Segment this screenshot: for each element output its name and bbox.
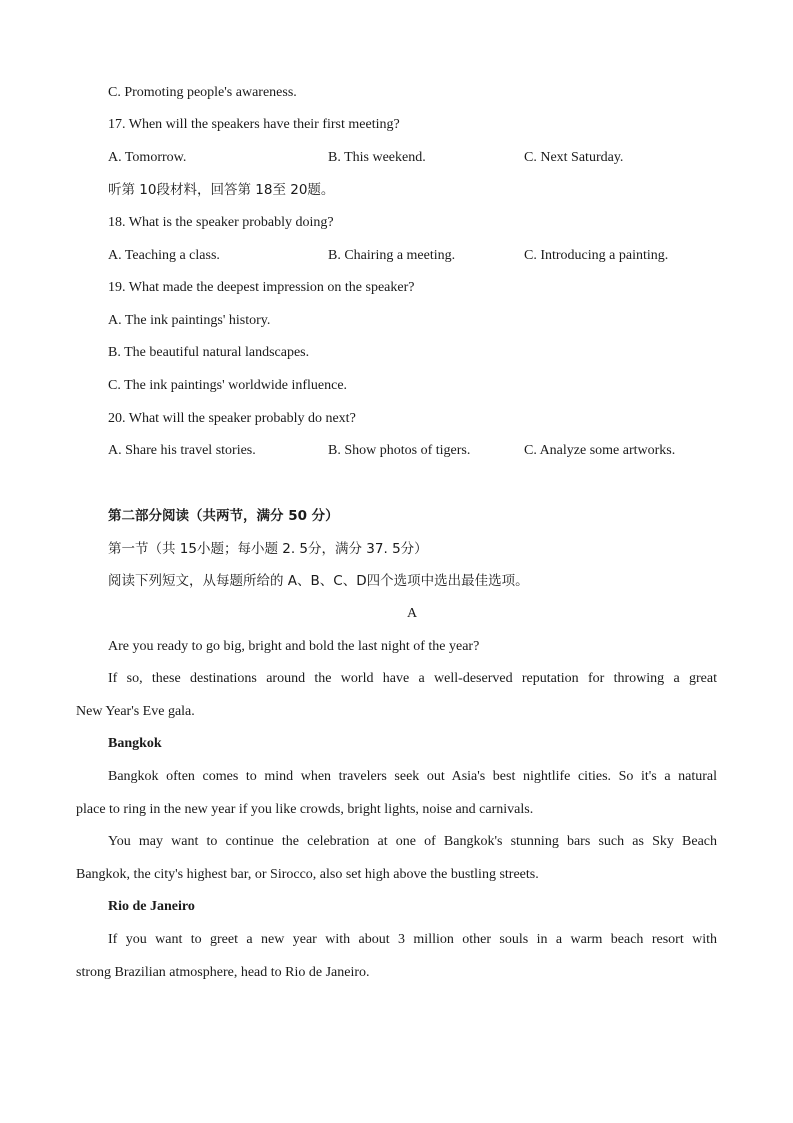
q20-option-a: A. Share his travel stories. <box>108 443 256 458</box>
heading-bangkok: Bangkok <box>108 736 162 751</box>
q17-option-b: B. This weekend. <box>328 150 426 165</box>
part-two-title: 第二部分阅读（共两节，满分 50 分） <box>108 508 339 524</box>
q17-option-a: A. Tomorrow. <box>108 150 187 165</box>
heading-rio-de-janeiro: Rio de Janeiro <box>108 899 195 914</box>
q19-option-b: B. The beautiful natural landscapes. <box>108 345 310 360</box>
q17-stem: 17. When will the speakers have their first meeting? <box>108 117 400 132</box>
material-10-instruction: 听第 10段材料，回答第 18至 20题。 <box>108 182 335 198</box>
passage-label: A <box>407 606 418 621</box>
q19-option-c: C. The ink paintings' worldwide influence. <box>108 378 348 393</box>
paragraph-2-line-2: New Year's Eve gala. <box>76 704 195 719</box>
paragraph-3-line-1: Bangkok often comes to mind when travelers seek out Asia's best nightlife cities. So it's a natural <box>108 769 717 784</box>
q18-option-a: A. Teaching a class. <box>108 248 220 263</box>
reading-instruction: 阅读下列短文，从每题所给的 A、B、C、D四个选项中选出最佳选项。 <box>108 573 529 589</box>
q16-option-c: C. Promoting people's awareness. <box>108 85 297 100</box>
q17-option-c: C. Next Saturday. <box>524 150 624 165</box>
paragraph-4-line-2: Bangkok, the city's highest bar, or Sirocco, also set high above the bustling streets. <box>76 867 539 882</box>
paragraph-2-line-1: If so, these destinations around the world have a well-deserved reputation for throwing a great <box>108 671 717 686</box>
q18-stem: 18. What is the speaker probably doing? <box>108 215 334 230</box>
q18-option-b: B. Chairing a meeting. <box>328 248 456 263</box>
section-one-title: 第一节（共 15小题；每小题 2. 5分，满分 37. 5分） <box>108 541 428 557</box>
paragraph-5-line-1: If you want to greet a new year with about 3 million other souls in a warm beach resort with <box>108 932 717 947</box>
paragraph-5-line-2: strong Brazilian atmosphere, head to Rio de Janeiro. <box>76 965 370 980</box>
q18-option-c: C. Introducing a painting. <box>524 248 669 263</box>
paragraph-3-line-2: place to ring in the new year if you like crowds, bright lights, noise and carnivals. <box>76 802 534 817</box>
q19-stem: 19. What made the deepest impression on the speaker? <box>108 280 415 295</box>
q20-option-c: C. Analyze some artworks. <box>524 443 676 458</box>
q20-stem: 20. What will the speaker probably do next? <box>108 411 356 426</box>
paragraph-1: Are you ready to go big, bright and bold the last night of the year? <box>108 639 480 654</box>
q19-option-a: A. The ink paintings' history. <box>108 313 271 328</box>
paragraph-4-line-1: You may want to continue the celebration at one of Bangkok's stunning bars such as Sky Beach <box>108 834 717 849</box>
q20-option-b: B. Show photos of tigers. <box>328 443 471 458</box>
